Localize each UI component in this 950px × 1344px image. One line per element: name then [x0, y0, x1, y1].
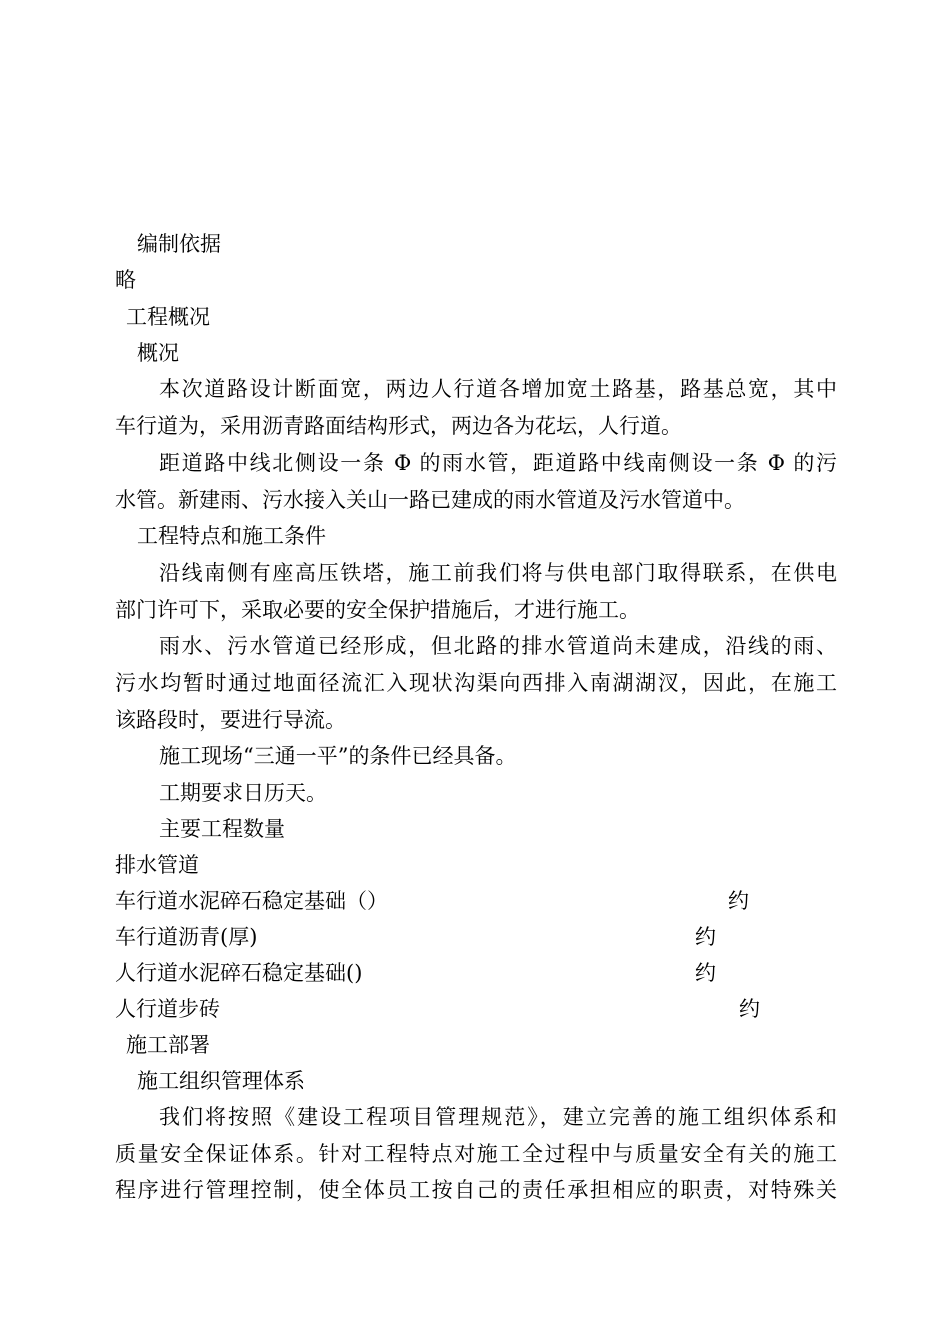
paragraph-line: 沿线南侧有座高压铁塔，施工前我们将与供电部门取得联系，在供电 [159, 561, 837, 585]
quantity-unit: 约 [695, 925, 716, 949]
paragraph-line: 车行道为，采用沥青路面结构形式，两边各为花坛，人行道。 [115, 414, 682, 438]
paragraph-line: 质量安全保证体系。针对工程特点对施工全过程中与质量安全有关的施工 [115, 1142, 837, 1166]
quantity-unit: 约 [728, 889, 749, 913]
paragraph-line: 部门许可下，采取必要的安全保护措施后，才进行施工。 [115, 598, 640, 622]
quantity-label: 车行道沥青(厚) [115, 925, 258, 949]
paragraph-line: 程序进行管理控制，使全体员工按自己的责任承担相应的职责，对特殊关 [115, 1178, 837, 1202]
paragraph-line: 该路段时，要进行导流。 [115, 708, 346, 732]
quantity-unit: 约 [739, 997, 760, 1021]
drain-pipe-label: 排水管道 [115, 853, 199, 877]
heading-basis: 编制依据 [137, 232, 221, 256]
paragraph-line: 水管。新建雨、污水接入关山一路已建成的雨水管道及污水管道中。 [115, 488, 745, 512]
heading-deploy: 施工部署 [126, 1033, 210, 1057]
heading-quantities: 主要工程数量 [159, 817, 285, 841]
heading-features: 工程特点和施工条件 [137, 524, 326, 548]
quantity-label: 人行道步砖 [115, 997, 220, 1021]
paragraph-line: 距道路中线北侧设一条 Φ 的雨水管，距道路中线南侧设一条 Φ 的污 [159, 451, 837, 475]
paragraph-line: 施工现场“三通一平”的条件已经具备。 [159, 744, 517, 768]
basis-text: 略 [115, 268, 136, 292]
quantity-label: 人行道水泥碎石稳定基础() [115, 961, 363, 985]
quantity-unit: 约 [695, 961, 716, 985]
heading-org: 施工组织管理体系 [137, 1069, 305, 1093]
paragraph-line: 我们将按照《建设工程项目管理规范》，建立完善的施工组织体系和 [159, 1105, 837, 1129]
paragraph-line: 工期要求日历天。 [159, 781, 327, 805]
paragraph-line: 雨水、污水管道已经形成，但北路的排水管道尚未建成，沿线的雨、 [159, 634, 837, 658]
quantity-label: 车行道水泥碎石稳定基础（） [115, 889, 388, 913]
paragraph-line: 污水均暂时通过地面径流汇入现状沟渠向西排入南湖湖汊，因此，在施工 [115, 671, 837, 695]
heading-general: 概况 [137, 341, 179, 365]
paragraph-line: 本次道路设计断面宽，两边人行道各增加宽土路基，路基总宽，其中 [159, 377, 837, 401]
heading-overview: 工程概况 [126, 305, 210, 329]
